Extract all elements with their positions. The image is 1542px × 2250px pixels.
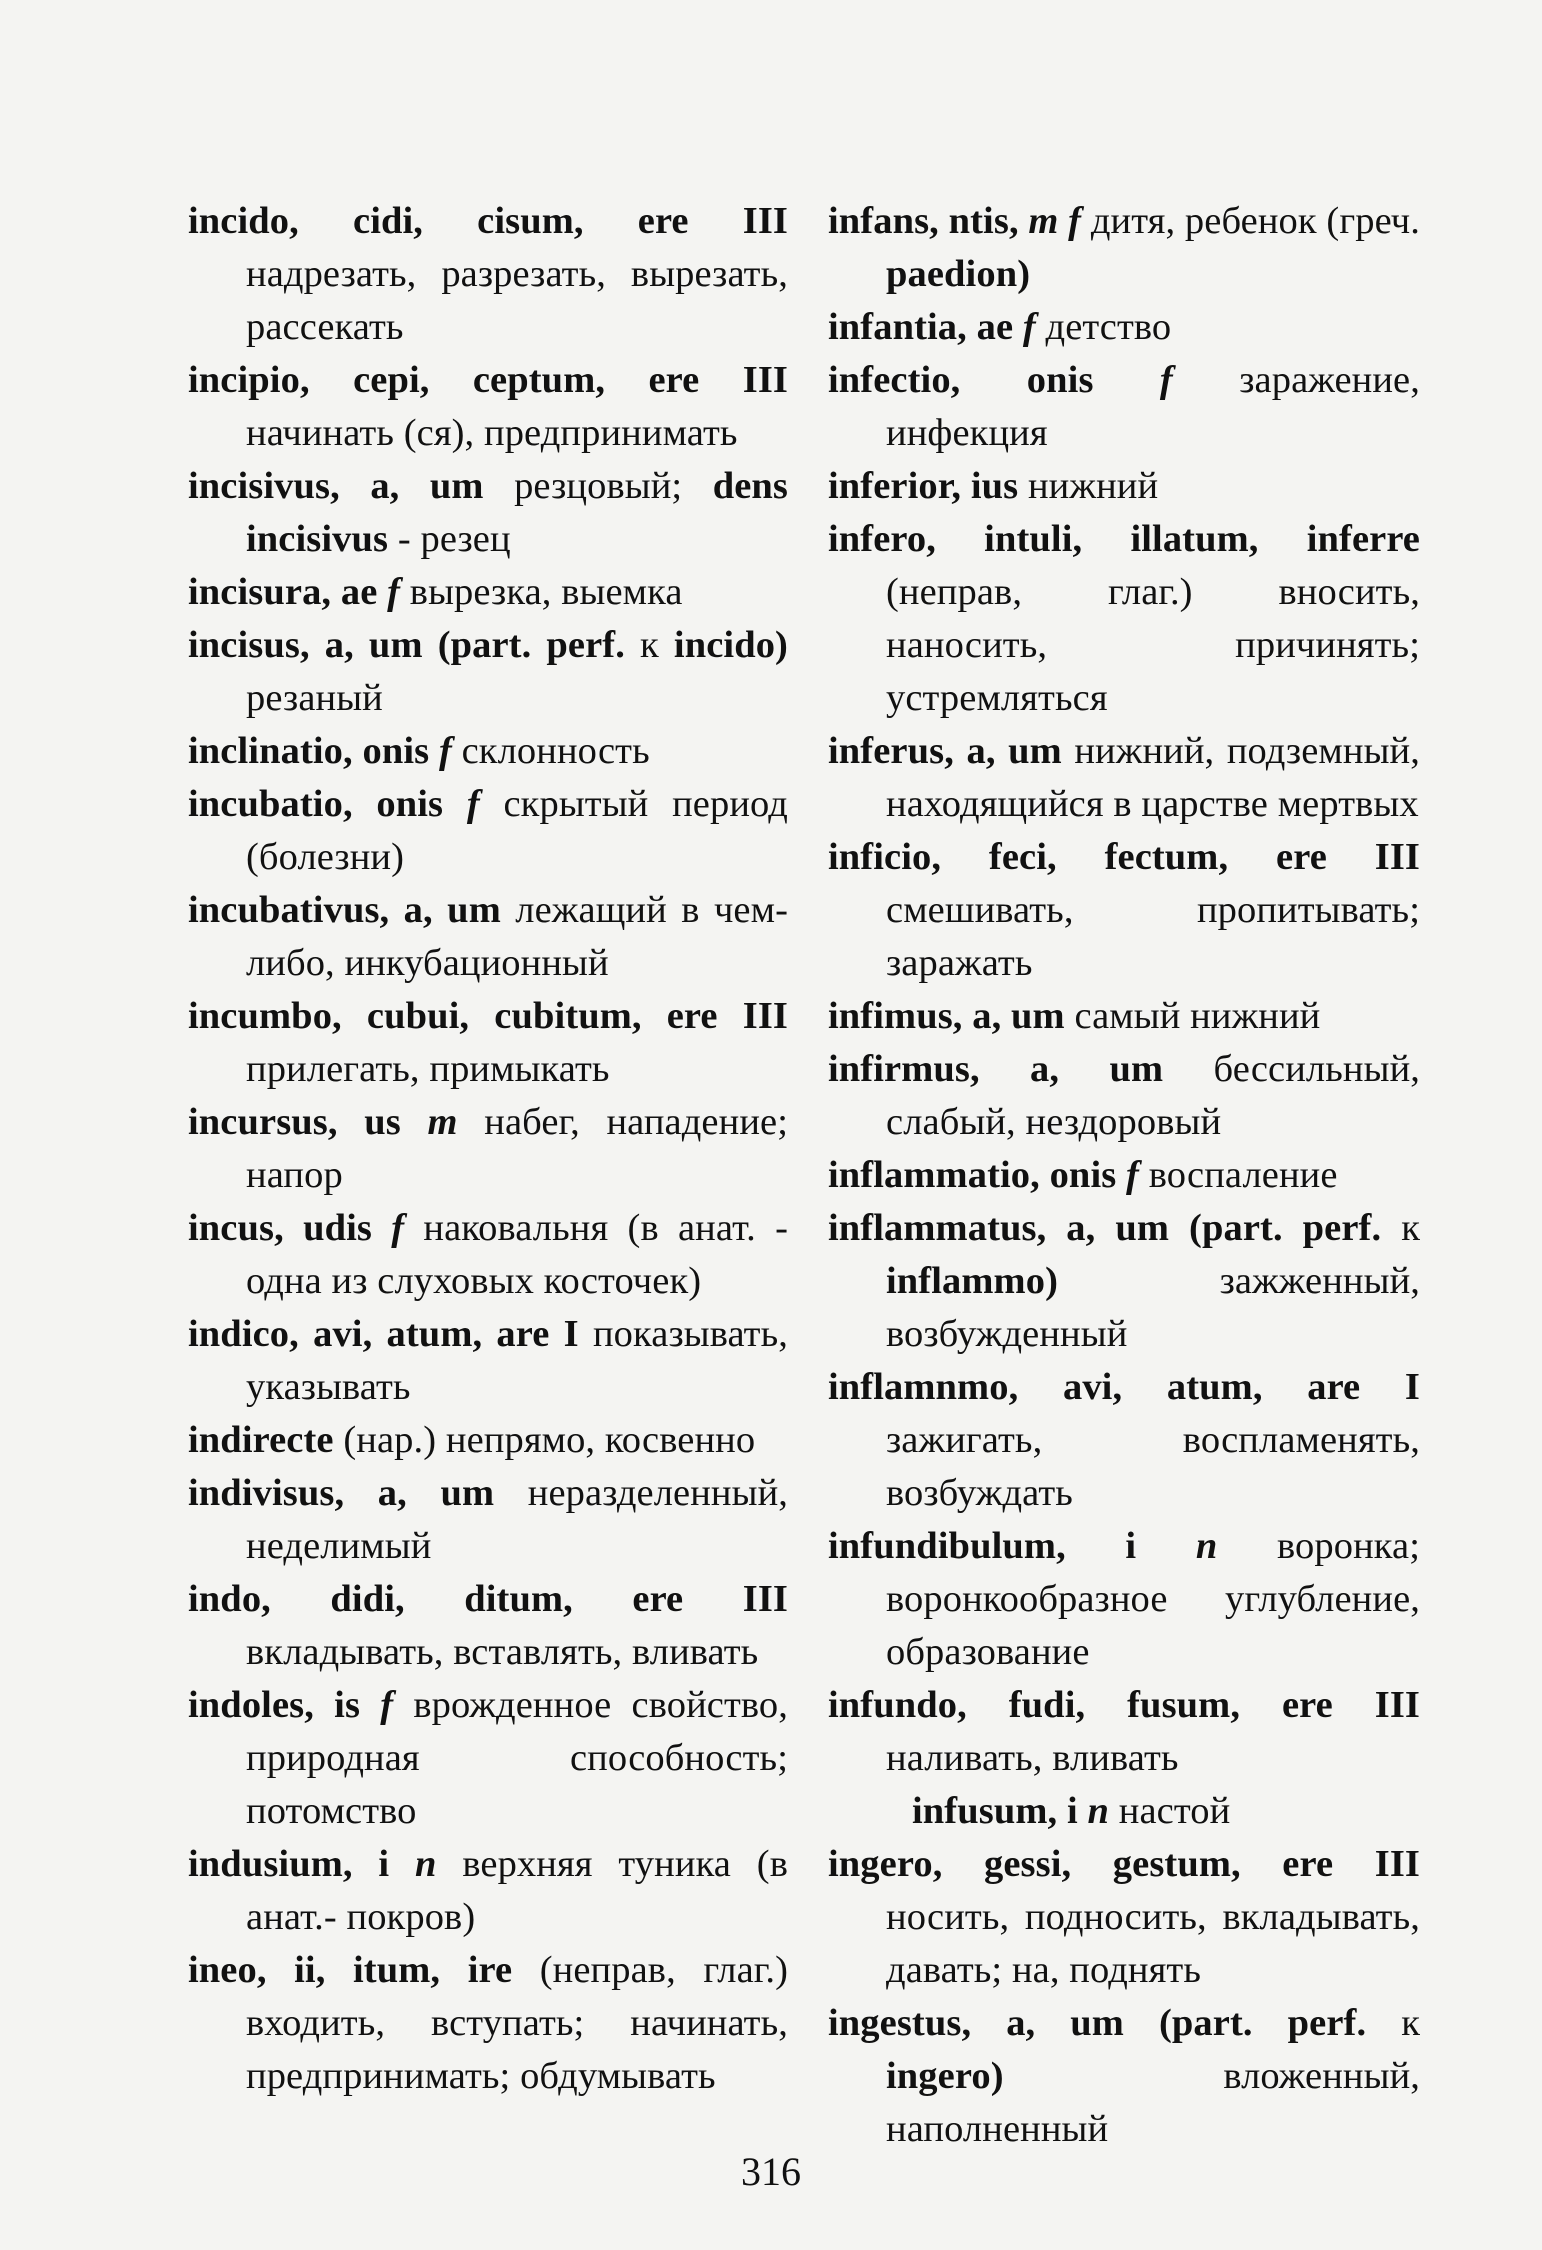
entry-definition: смешивать, пропитывать; заражать (886, 889, 1420, 984)
entry-definition-secondary: вложенный, наполненный (886, 2055, 1420, 2150)
dictionary-entry (828, 513, 1420, 725)
entry-headword: indivisus, a, um (188, 1472, 495, 1514)
entry-definition: детство (1035, 306, 1172, 348)
entry-headword: incipio, cepi, ceptum, ere III (188, 359, 788, 401)
dictionary-entry (828, 301, 1420, 354)
dictionary-entry (188, 725, 788, 778)
entry-gender: f (443, 783, 480, 825)
entry-gender: n (1136, 1525, 1218, 1567)
entry-headword: infusum, i (912, 1790, 1078, 1832)
dictionary-entry (828, 831, 1420, 990)
dictionary-entry (828, 460, 1420, 513)
entry-headword: indico, avi, atum, are I (188, 1313, 579, 1355)
dictionary-entry (188, 1096, 788, 1202)
entry-definition: к (624, 624, 674, 666)
entry-gender: f (371, 1207, 405, 1249)
entry-definition: дитя, ребенок (греч. (1081, 200, 1420, 242)
left-column (188, 195, 788, 2103)
entry-headword: indoles, is (188, 1684, 361, 1726)
entry-headword: infimus, a, um (828, 995, 1065, 1037)
entry-headword: ingestus, a, um (part. perf. (828, 2002, 1367, 2044)
entry-definition: воронка; воронкообразное углубление, образование (886, 1525, 1421, 1673)
entry-headword: inficio, feci, fectum, ere III (828, 836, 1420, 878)
dictionary-entry (828, 354, 1420, 460)
entry-definition: зажигать, воспламенять, возбуждать (886, 1419, 1420, 1514)
entry-headword: incisivus, a, um (188, 465, 484, 507)
entry-definition: лежащий в чем-либо, инкубационный (246, 889, 789, 984)
entry-definition: наковальня (в анат. - одна из слуховых косточек) (246, 1207, 788, 1302)
entry-headword-secondary: incido) (673, 624, 788, 666)
entry-headword: inferior, ius (828, 465, 1019, 507)
dictionary-entry (828, 990, 1420, 1043)
dictionary-entry (828, 1149, 1420, 1202)
entry-headword: infundo, fudi, fusum, ere III (828, 1684, 1420, 1726)
dictionary-entry (828, 195, 1420, 301)
entry-gender: f (360, 1684, 394, 1726)
dictionary-entry (188, 1308, 788, 1414)
entry-headword: incubatio, onis (188, 783, 444, 825)
entry-gender: f (1013, 306, 1036, 348)
entry-definition-secondary: резаный (246, 677, 383, 719)
entry-headword: infundibulum, i (828, 1525, 1137, 1567)
dictionary-entry (828, 1043, 1420, 1149)
entry-gender: f (1116, 1154, 1139, 1196)
entry-definition: носить, подносить, вкладывать, давать; на, поднять (886, 1896, 1420, 1991)
entry-definition: вырезка, выемка (400, 571, 683, 613)
entry-definition-secondary: зажженный, возбужденный (886, 1260, 1420, 1355)
entry-definition: прилегать, примыкать (246, 1048, 610, 1090)
entry-headword: incus, udis (188, 1207, 372, 1249)
page-number: 316 (741, 2149, 801, 2194)
entry-gender: f (429, 730, 452, 772)
entry-headword: inflammatio, onis (828, 1154, 1117, 1196)
dictionary-entry (828, 1997, 1420, 2156)
dictionary-entry (828, 1679, 1420, 1785)
entry-definition: настой (1109, 1790, 1231, 1832)
entry-definition: самый нижний (1064, 995, 1321, 1037)
dictionary-entry (188, 1838, 788, 1944)
entry-headword: ineo, ii, itum, ire (188, 1949, 513, 1991)
entry-definition: начинать (ся), предпринимать (246, 412, 738, 454)
entry-definition: к (1381, 1207, 1421, 1249)
entry-headword: infectio, onis (828, 359, 1094, 401)
entry-headword: infero, intuli, illatum, inferre (828, 518, 1420, 560)
entry-gender: m f (1018, 200, 1082, 242)
entry-headword: incubativus, a, um (188, 889, 501, 931)
entry-headword: incido, cidi, cisum, ere III (188, 200, 788, 242)
dictionary-entry (188, 566, 788, 619)
entry-definition: скрытый период (болезни) (246, 783, 788, 878)
dictionary-entry (188, 460, 788, 566)
entry-definition: показывать, указывать (246, 1313, 788, 1408)
dictionary-entry (188, 1679, 788, 1838)
entry-definition-secondary: - резец (388, 518, 511, 560)
entry-headword: inflamnmo, avi, atum, are I (828, 1366, 1420, 1408)
entry-gender: m (400, 1101, 458, 1143)
entry-definition: воспаление (1138, 1154, 1338, 1196)
entry-definition: заражение, инфекция (886, 359, 1420, 454)
entry-headword: ingero, gessi, gestum, ere III (828, 1843, 1420, 1885)
entry-definition: нижний, подземный, находящийся в царстве мертвых (886, 730, 1420, 825)
dictionary-entry (188, 778, 788, 884)
entry-definition: набег, нападение; напор (246, 1101, 789, 1196)
entry-gender: n (389, 1843, 437, 1885)
entry-definition: резцовый; (483, 465, 713, 507)
entry-headword: incisus, a, um (part. perf. (188, 624, 625, 666)
dictionary-entry (188, 195, 788, 354)
dictionary-entry (828, 1838, 1420, 1997)
entry-definition: склонность (451, 730, 650, 772)
entry-headword-secondary: ingero) (886, 2055, 1004, 2097)
dictionary-entry (828, 1785, 1420, 1838)
entry-headword: incursus, us (188, 1101, 401, 1143)
entry-definition: вкладывать, вставлять, вливать (246, 1631, 759, 1673)
entry-headword: inferus, a, um (828, 730, 1062, 772)
dictionary-entry (188, 619, 788, 725)
entry-headword: inclinatio, onis (188, 730, 430, 772)
entry-definition: бессильный, слабый, нездоровый (886, 1048, 1420, 1143)
dictionary-entry (188, 884, 788, 990)
dictionary-entry (188, 1467, 788, 1573)
entry-definition: (неправ, глаг.) входить, вступать; начинать, предпринимать; обдумывать (246, 1949, 789, 2097)
entry-headword: indo, didi, ditum, ere III (188, 1578, 788, 1620)
entry-headword-secondary: dens incisivus (246, 465, 788, 560)
entry-definition: (неправ, глаг.) вносить, наносить, причинять; устремляться (886, 571, 1420, 719)
entry-definition: наливать, вливать (886, 1737, 1179, 1779)
dictionary-entry (188, 354, 788, 460)
dictionary-entry (828, 725, 1420, 831)
dictionary-entry (188, 1944, 788, 2103)
entry-headword-secondary: paedion) (886, 253, 1031, 295)
entry-headword: incumbo, cubui, cubitum, ere III (188, 995, 788, 1037)
entry-gender: n (1077, 1790, 1110, 1832)
dictionary-entry (828, 1361, 1420, 1520)
dictionary-entry (188, 1414, 788, 1467)
entry-headword: infans, ntis, (828, 200, 1019, 242)
entry-gender: f (1093, 359, 1173, 401)
entry-definition: к (1366, 2002, 1420, 2044)
dictionary-entry (188, 1202, 788, 1308)
right-column (828, 195, 1420, 2156)
entry-definition: надрезать, разрезать, вырезать, рассекать (246, 253, 788, 348)
entry-headword: indirecte (188, 1419, 334, 1461)
entry-definition: верхняя туника (в анат.- покров) (246, 1843, 788, 1938)
dictionary-entry (828, 1202, 1420, 1361)
entry-definition: нижний (1018, 465, 1159, 507)
entry-headword: inflammatus, a, um (part. perf. (828, 1207, 1382, 1249)
entry-headword: indusium, i (188, 1843, 390, 1885)
entry-headword-secondary: inflammo) (886, 1260, 1058, 1302)
entry-gender: f (377, 571, 401, 613)
dictionary-entry (188, 990, 788, 1096)
dictionary-entry (828, 1520, 1420, 1679)
entry-definition: (нар.) непрямо, косвенно (333, 1419, 756, 1461)
entry-definition: врожденное свойство, природная способность; потомство (246, 1684, 788, 1832)
entry-headword: infirmus, a, um (828, 1048, 1164, 1090)
entry-headword: incisura, ae (188, 571, 378, 613)
entry-definition: неразделенный, неделимый (246, 1472, 788, 1567)
entry-headword: infantia, ae (828, 306, 1014, 348)
dictionary-entry (188, 1573, 788, 1679)
